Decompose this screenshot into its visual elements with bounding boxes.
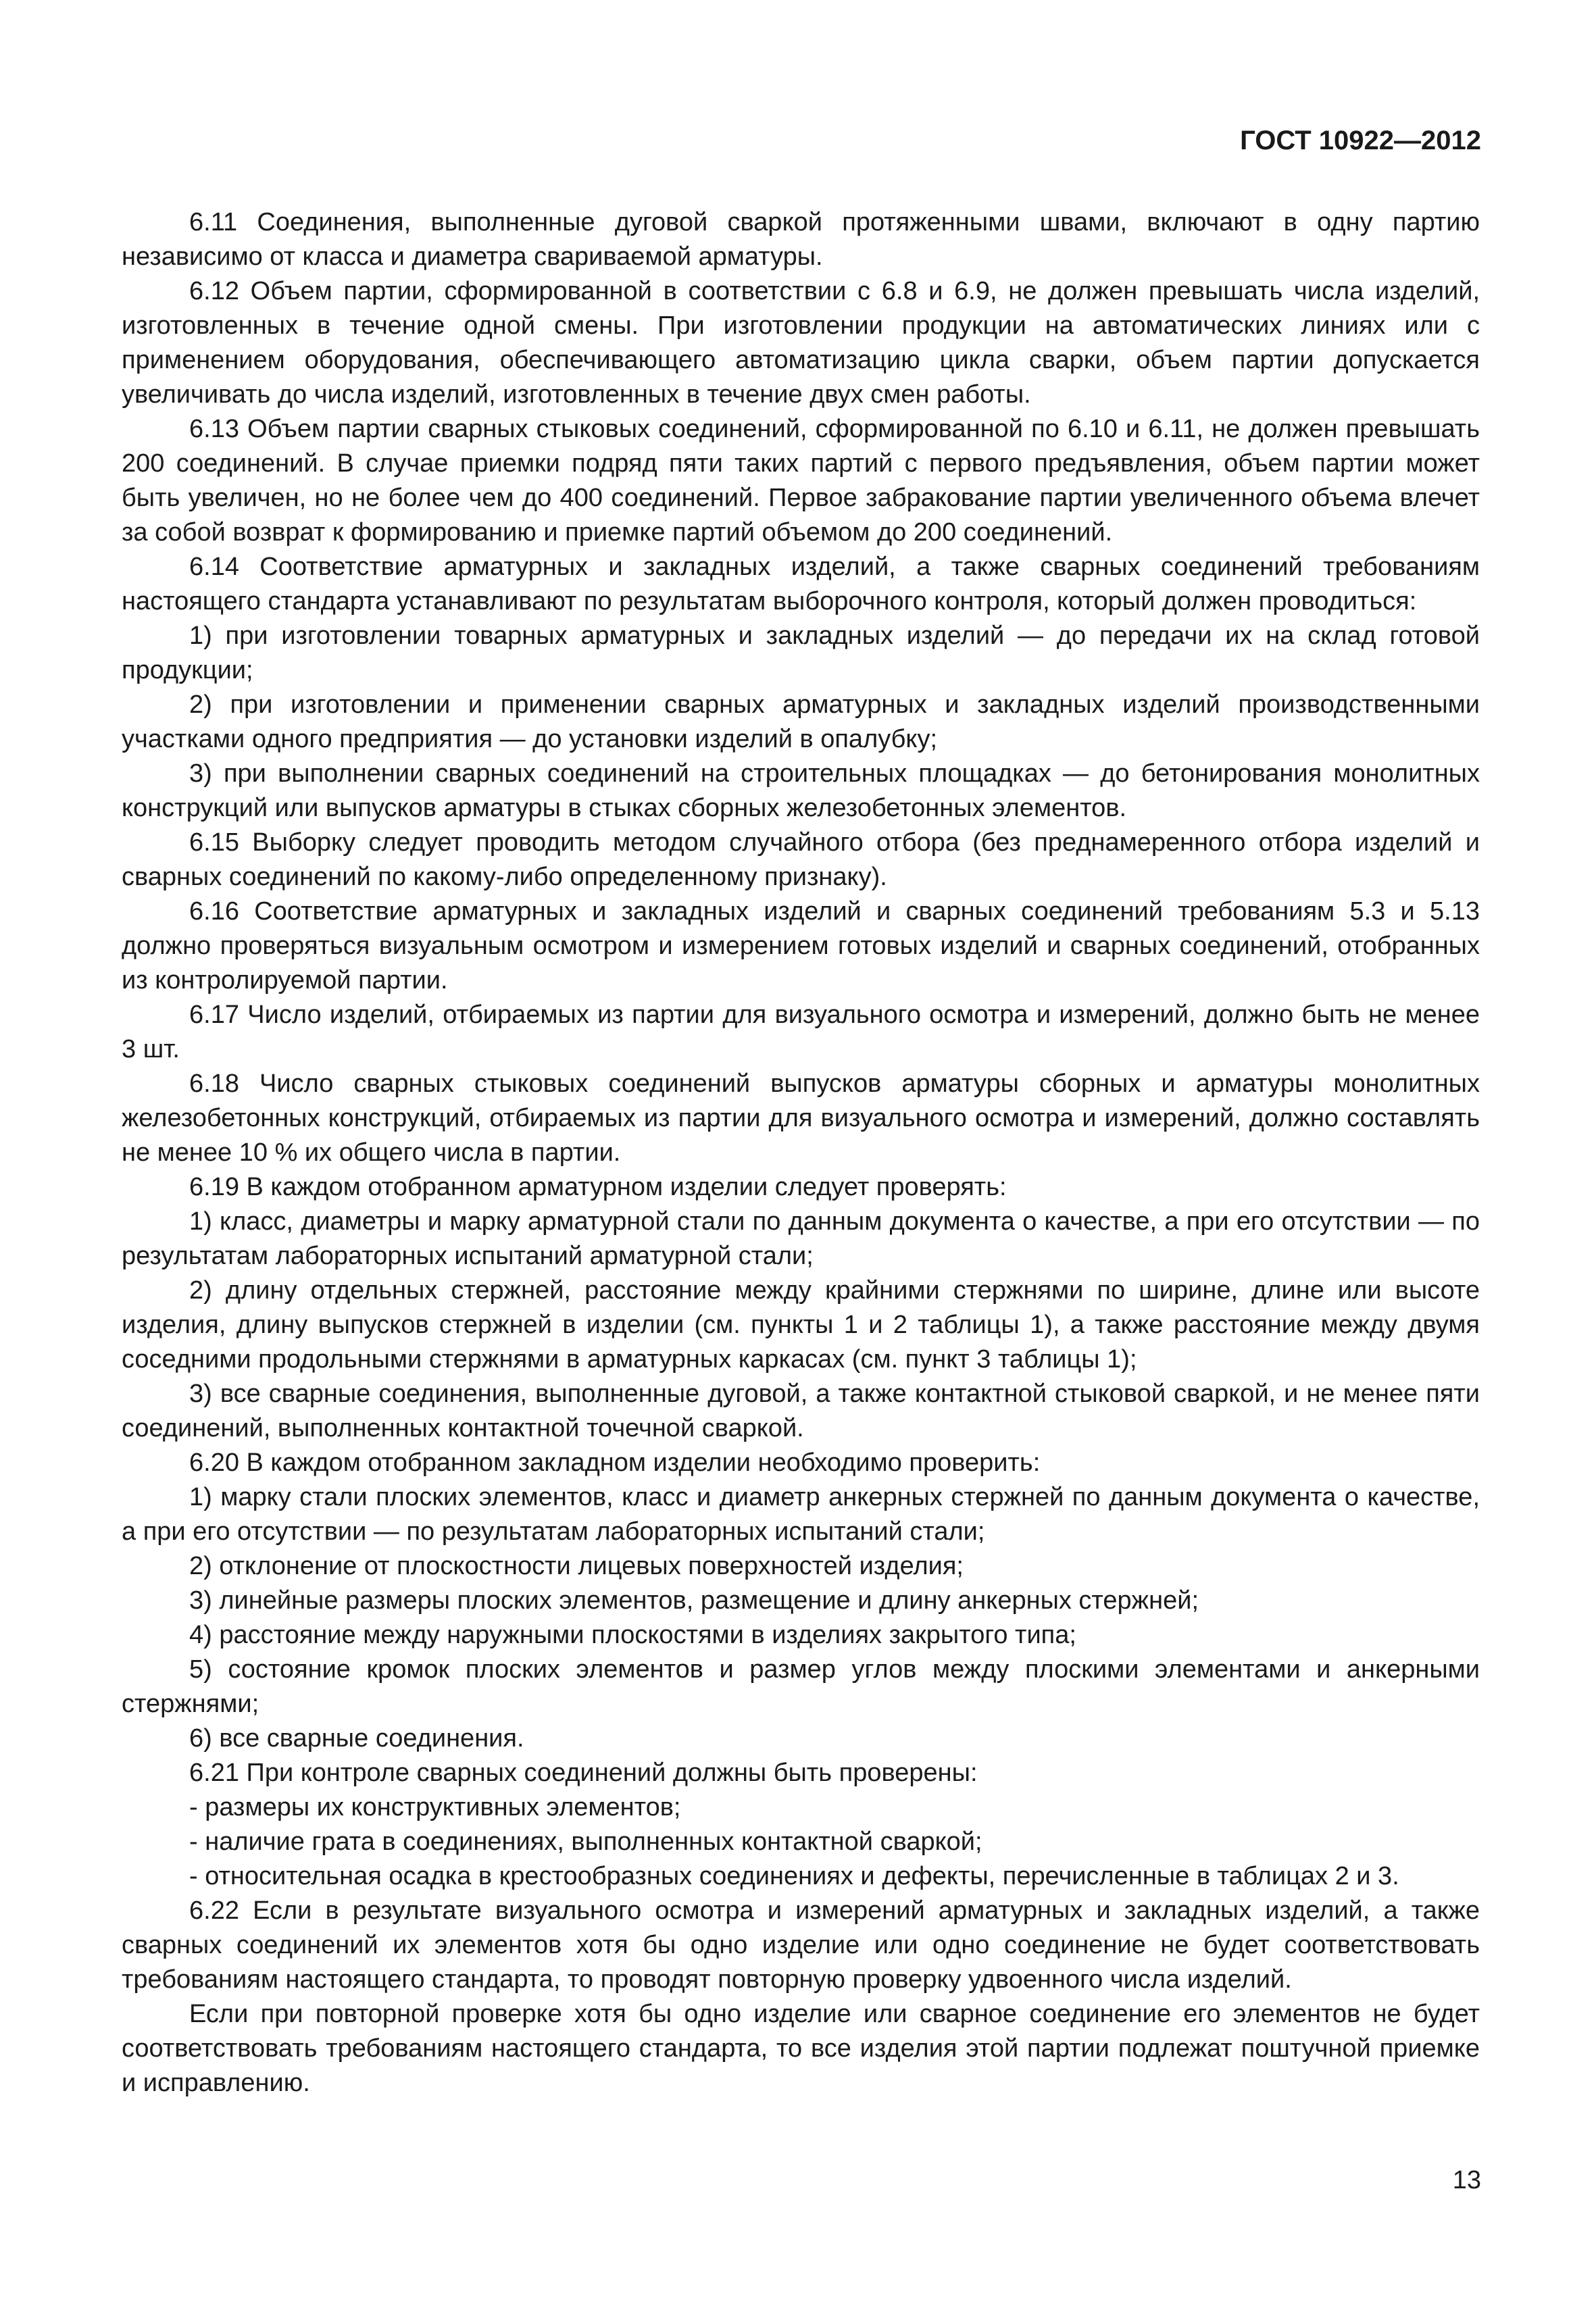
list-item: 2) при изготовлении и применении сварных арматурных и закладных изделий производственными участками одного предприятия — до установки изделий в опалубку; <box>122 690 1480 753</box>
paragraph-6-20: 6.20 В каждом отобранном закладном изделии необходимо проверить: <box>189 1449 1041 1477</box>
paragraph-6-18: 6.18 Число сварных стыковых соединений выпусков арматуры сборных и арматуры монолитных железобетонных конструкций, отбираемых из партии для визуального осмотра и измерений, должно составлять не менее 10 % их общего числа в партии. <box>122 1070 1480 1167</box>
paragraph-6-13: 6.13 Объем партии сварных стыковых соединений, сформированной по 6.10 и 6.11, не должен превышать 200 соединений. В случае приемки подряд пяти таких партий с первого предъявления, объем партии может быть увеличен, но не более чем до 400 соединений. Первое забракование партии увеличенного объема влечет за собой возврат к формированию и приемке партий объемом до 200 соединений. <box>122 415 1480 547</box>
list-item: 5) состояние кромок плоских элементов и размер углов между плоскими элементами и анкерными стержнями; <box>122 1655 1480 1718</box>
document-header: ГОСТ 10922—2012 <box>1240 126 1481 155</box>
list-item: - наличие грата в соединениях, выполненных контактной сваркой; <box>189 1828 982 1856</box>
paragraph-6-21: 6.21 При контроле сварных соединений должны быть проверены: <box>189 1759 978 1787</box>
list-item: 2) длину отдельных стержней, расстояние между крайними стержнями по ширине, длине или высоте изделия, длину выпусков стержней в изделии (см. пункты 1 и 2 таблицы 1), а также расстояние между двумя соседними продольными стержнями в арматурных каркасах (см. пункт 3 таблицы 1); <box>122 1276 1480 1374</box>
list-item: - размеры их конструктивных элементов; <box>189 1793 681 1821</box>
list-item: 1) марку стали плоских элементов, класс и диаметр анкерных стержней по данным документа о качестве, а при его отсутствии — по результатам лабораторных испытаний стали; <box>122 1483 1480 1546</box>
list-item: 4) расстояние между наружными плоскостями в изделиях закрытого типа; <box>189 1621 1076 1649</box>
page-number: 13 <box>1452 2166 1481 2194</box>
list-item: 1) при изготовлении товарных арматурных и закладных изделий — до передачи их на склад готовой продукции; <box>122 622 1480 684</box>
document-body <box>122 205 1480 2101</box>
paragraph-6-14: 6.14 Соответствие арматурных и закладных изделий, а также сварных соединений требованиям настоящего стандарта устанавливают по результатам выборочного контроля, который должен проводиться: <box>122 553 1480 615</box>
list-item: 3) при выполнении сварных соединений на строительных площадках — до бетонирования монолитных конструкций или выпусков арматуры в стыках сборных железобетонных элементов. <box>122 759 1480 822</box>
paragraph-6-16: 6.16 Соответствие арматурных и закладных изделий и сварных соединений требованиям 5.3 и 5.13 должно проверяться визуальным осмотром и измерением готовых изделий и сварных соединений, отобранных из контролируемой партии. <box>122 897 1480 995</box>
paragraph-6-22-continued: Если при повторной проверке хотя бы одно изделие или сварное соединение его элементов не будет соответствовать требованиям настоящего стандарта, то все изделия этой партии подлежат поштучной приемке и исправлению. <box>122 2000 1480 2097</box>
list-item: 3) все сварные соединения, выполненные дуговой, а также контактной стыковой сваркой, и не менее пяти соединений, выполненных контактной точечной сваркой. <box>122 1380 1480 1442</box>
paragraph-6-17: 6.17 Число изделий, отбираемых из партии для визуального осмотра и измерений, должно быть не менее 3 шт. <box>122 1001 1480 1063</box>
paragraph-6-22: 6.22 Если в результате визуального осмотра и измерений арматурных и закладных изделий, а также сварных соединений их элементов хотя бы одно изделие или одно соединение не будет соответствовать требованиям настоящего стандарта, то проводят повторную проверку удвоенного числа изделий. <box>122 1896 1480 1994</box>
list-item: 6) все сварные соединения. <box>189 1724 524 1753</box>
paragraph-6-11: 6.11 Соединения, выполненные дуговой сваркой протяженными швами, включают в одну партию независимо от класса и диаметра свариваемой арматуры. <box>122 208 1480 271</box>
paragraph-6-19: 6.19 В каждом отобранном арматурном изделии следует проверять: <box>189 1173 1007 1201</box>
list-item: 3) линейные размеры плоских элементов, размещение и длину анкерных стержней; <box>189 1586 1199 1615</box>
list-item: 1) класс, диаметры и марку арматурной стали по данным документа о качестве, а при его отсутствии — по результатам лабораторных испытаний арматурной стали; <box>122 1207 1480 1270</box>
paragraph-6-12: 6.12 Объем партии, сформированной в соответствии с 6.8 и 6.9, не должен превышать числа изделий, изготовленных в течение одной смены. При изготовлении продукции на автоматических линиях или с применением оборудования, обеспечивающего автоматизацию цикла сварки, объем партии допускается увеличивать до числа изделий, изготовленных в течение двух смен работы. <box>122 277 1480 409</box>
list-item: - относительная осадка в крестообразных соединениях и дефекты, перечисленные в таблицах 2 и 3. <box>189 1862 1399 1890</box>
paragraph-6-15: 6.15 Выборку следует проводить методом случайного отбора (без преднамеренного отбора изделий и сварных соединений по какому-либо определенному признаку). <box>122 828 1480 891</box>
list-item: 2) отклонение от плоскостности лицевых поверхностей изделия; <box>189 1552 964 1580</box>
